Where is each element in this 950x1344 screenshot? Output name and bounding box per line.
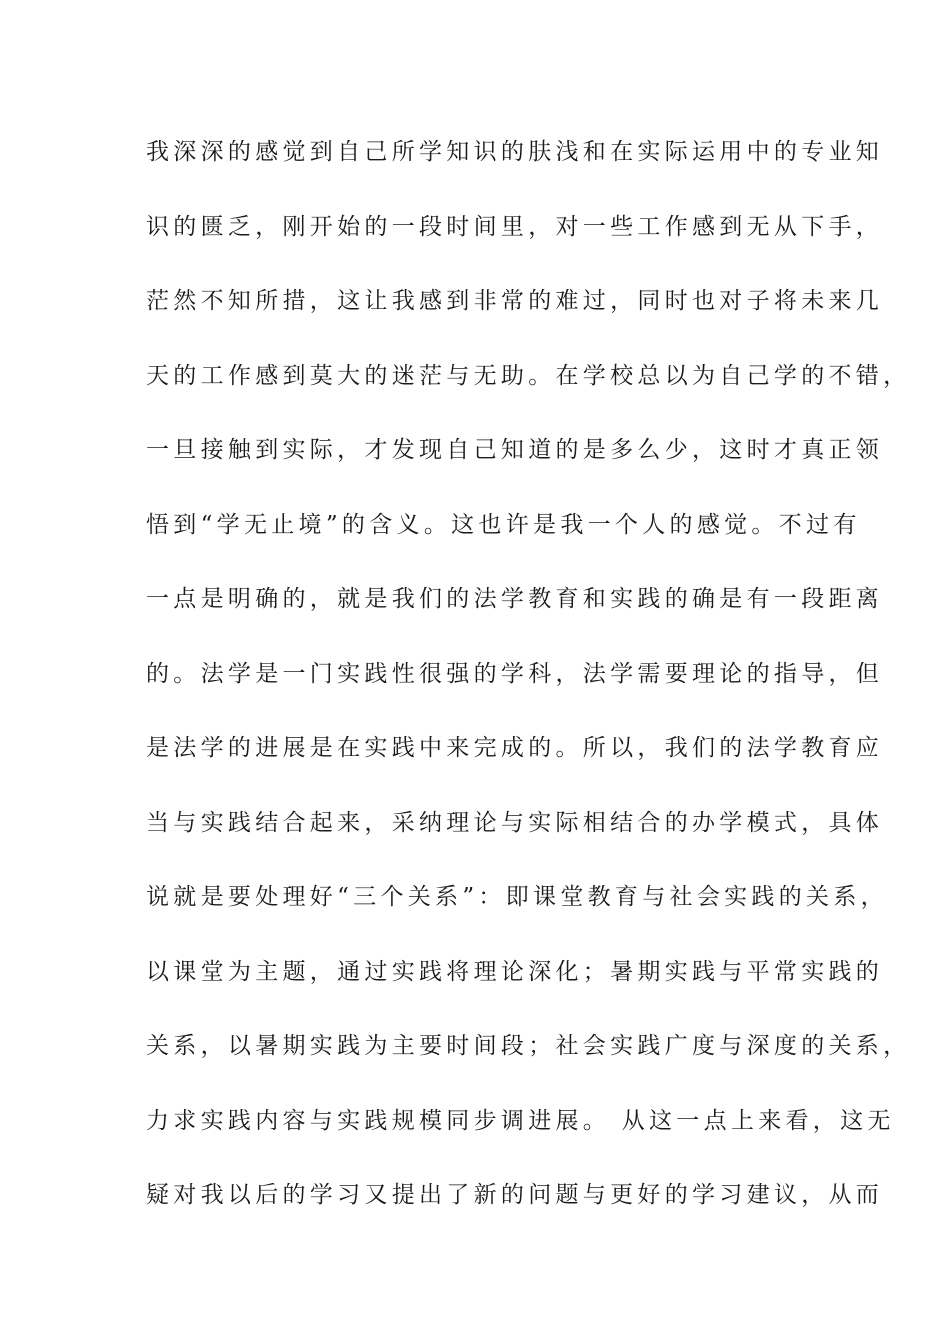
text-line-9: 是法学的进展是在实践中来完成的。所以，我们的法学教育应: [146, 735, 884, 761]
text-line-12: 以课堂为主题，通过实践将理论深化；暑期实践与平常实践的: [146, 958, 884, 985]
body-text: [146, 130, 911, 1248]
text-line-3: 茫然不知所措，这让我感到非常的难过，同时也对子将未来几: [146, 288, 884, 314]
text-line-13: 关系，以暑期实践为主要时间段；社会实践广度与深度的关系，: [146, 1033, 911, 1059]
text-line-8: 的。法学是一门实践性很强的学科，法学需要理论的指导，但: [146, 660, 884, 687]
text-line-5: 一旦接触到实际，才发现自己知道的是多么少，这时才真正领: [146, 437, 884, 463]
text-line-14: 力求实践内容与实践规模同步调进展。 从这一点上来看，这无: [146, 1107, 895, 1134]
text-line-10: 当与实践结合起来，采纳理论与实际相结合的办学模式，具体: [146, 809, 884, 836]
text-line-7: 一点是明确的，就是我们的法学教育和实践的确是有一段距离: [146, 586, 884, 612]
text-line-1: 我深深的感觉到自己所学知识的肤浅和在实际运用中的专业知: [146, 139, 884, 165]
text-line-4: 天的工作感到莫大的迷茫与无助。在学校总以为自己学的不错，: [146, 362, 911, 389]
text-line-11: 说就是要处理好“三个关系”：即课堂教育与社会实践的关系，: [146, 884, 888, 910]
text-line-2: 识的匮乏，刚开始的一段时间里，对一些工作感到无从下手，: [146, 213, 884, 240]
text-line-6: 悟到“学无止境”的含义。这也许是我一个人的感觉。不过有: [146, 511, 861, 538]
text-line-15: 疑对我以后的学习又提出了新的问题与更好的学习建议，从而: [146, 1182, 884, 1208]
